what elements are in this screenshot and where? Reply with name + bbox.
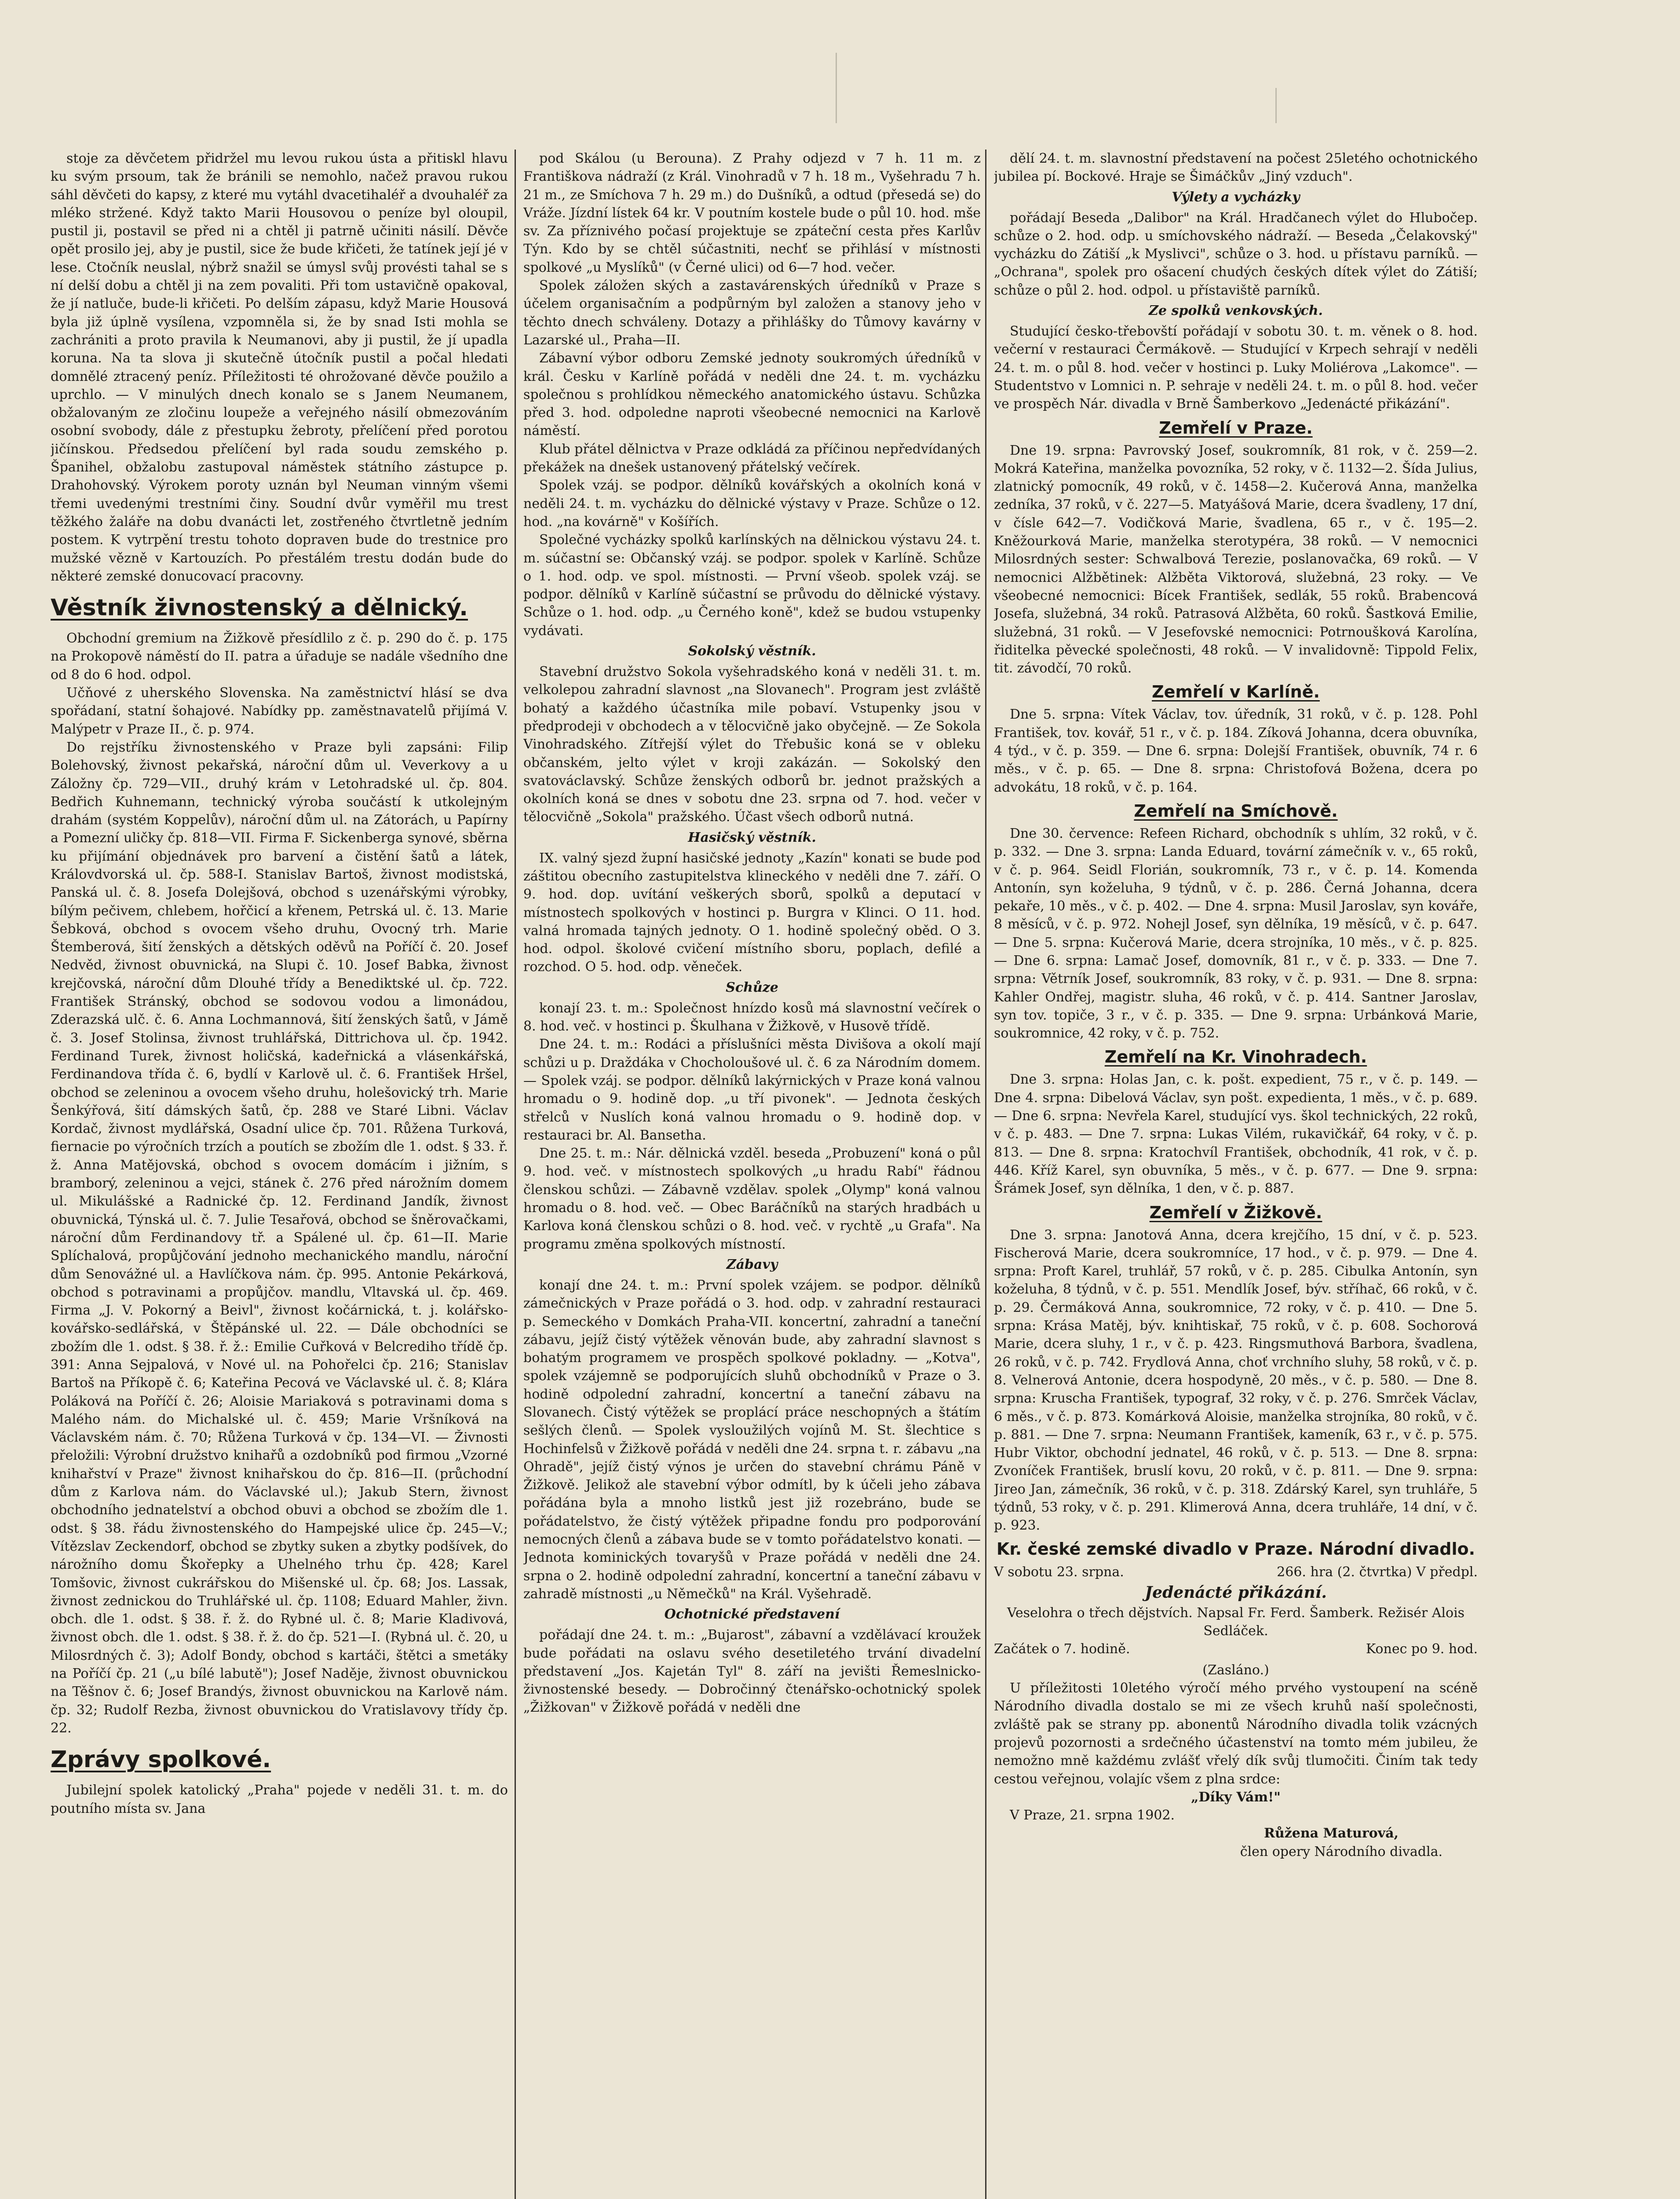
subsection-heading: Hasičský věstník.	[688, 829, 816, 845]
obituary-heading: Zemřelí na Smíchově.	[1134, 801, 1338, 821]
section-heading: Zprávy spolkové.	[51, 1746, 271, 1773]
article-text: konají dne 24. t. m.: První spolek vzájem. se podpor. dělníků zámečnických v Praze pořádá o 3. hod. odp. v zahradní restauraci p. Semeckého v Domkách Praha-VII. koncertní, zahradní a taneční zábavu, jejíž čistý výtěžek věnován bude, aby zahradní slavnost s bohatým programem ve prospěch spolkové pokladny. — „Kotva", spolek vzájemně se podporujících sluhů obchodníků v Praze o 3. hodině odpolední zahradní, koncertní a taneční zábavu na Slovanech. Čistý výtěžek se proplácí práce neschopných a štátím sešlých členů. — Spolek vysloužilých vojínů M. St. šlechtice s Hochinfelsů v Žižkově pořádá v neděli dne 24. srpna t. r. zábavu „na Ohradě", jejíž čistý výnos je určen do stavební chrámu Páně v Žižkově. Jelikož ale stavební výbor odmítl, by k účeli jeho zábava pořádána byla a mnoho listků jest již rozebráno, bude se pořádatelstvo, že čistý výtěžek připadne fondu pro podporování nemocných členů a zábava bude se v tomto pořádatelstvo konati. — Jednota kominických tovaryšů v Praze pořádá v neděli dne 24. srpna o 2. hodině odpolední zahradní, koncertní a taneční zábavu v zahradě místnosti „u Němečků" na Král. Vyšehradě.	[523, 1277, 981, 1602]
theatre-info-row	[994, 1563, 1478, 1581]
obituary-heading: Zemřelí na Kr. Vinohradech.	[1104, 1047, 1367, 1067]
letter-text: U příležitosti 10letého výročí mého prvého vystoupení na scéně Národního divadla dostalo se mi ze všech kruhů naší společnosti, zvláště pak se strany pp. abonentů Národního divadla tolik vzácných projevů pozornosti a srdečného účastenství na tomto mém jubileu, že nemožno mně každému zvlášť vřelý dík svůj tlumočiti. Činím tak tedy cestou veřejnou, volajíc všem z plna srdce:	[994, 1680, 1478, 1787]
scratch-mark	[1275, 88, 1277, 123]
column-left	[51, 150, 508, 2199]
article-text: Zábavní výbor odboru Zemské jednoty soukromých úředníků v král. Česku v Karlíně pořádá v neděli dne 24. t. m. vycházku společnou s prohlídkou německého anatomického ústavu. Schůzka před 3. hod. odpoledne naproti všeobecné nemocnici na Karlově náměstí.	[523, 351, 981, 439]
play-end: Konec po 9. hod.	[1366, 1641, 1478, 1657]
obituary-heading: Zemřelí v Žižkově.	[1149, 1202, 1322, 1222]
article-text: Spolek vzáj. se podpor. dělníků kovářských a okolních koná v neděli 24. t. m. vycházku do dělnické výstavy v Praze. Schůze o 12. hod. „na kovárně" v Košířích.	[523, 478, 981, 530]
article-text: Učňové z uherského Slovenska. Na zaměstnictví hlásí se dva spořádaní, statní šohajové. Nabídky pp. zaměstnavatelů přijímá V. Malýpetr v Praze II., č. p. 974.	[51, 685, 508, 737]
subsection-heading: Ze spolků venkovských.	[1149, 303, 1323, 319]
column-divider	[985, 150, 986, 2199]
article-text: Obchodní gremium na Žižkově přesídlilo z č. p. 290 do č. p. 175 na Prokopově náměstí do II. patra a úřaduje se nadále všedního dne od 8 do 6 hod. odpol.	[51, 631, 508, 683]
letter-place-date: V Praze, 21. srpna 1902.	[1010, 1808, 1175, 1823]
obituary-list: Dne 3. srpna: Holas Jan, c. k. pošt. expedient, 75 r., v č. p. 149. — Dne 4. srpna: Dibelová Václav, syn pošt. expedienta, 1 měs., v č. p. 689. — Dne 6. srpna: Nevřela Karel, studující vys. škol technických, 22 roků, v č. p. 483. — Dne 7. srpna: Lukas Vilém, rukavičkář, 64 roky, v č. p. 813. — Dne 8. srpna: Kratochvíl František, obchodník, 41 rok, v č. p. 446. Kříž Karel, syn obuvníka, 5 měs., v č. p. 677. — Dne 9. srpna: Šrámek Josef, syn dělníka, 1 den, v č. p. 887.	[994, 1072, 1478, 1197]
theatre-date: V sobotu 23. srpna.	[994, 1564, 1124, 1580]
obituary-list: Dne 5. srpna: Vítek Václav, tov. úředník, 31 roků, v č. p. 128. Pohl František, tov. kovář, 51 r., v č. p. 184. Zíková Johanna, dcera obuvníka, 4 týd., v č. p. 359. — Dne 6. srpna: Dolejší František, obuvník, 74 r. 6 měs., v č. p. 65. — Dne 8. srpna: Christofová Božena, dcera po advokátu, 18 roků, v č. p. 164.	[994, 707, 1478, 795]
subsection-heading: Zábavy	[726, 1257, 778, 1272]
article-text: Jubilejní spolek katolický „Praha" pojede v neděli 31. t. m. do poutního místa sv. Jana	[51, 1783, 508, 1816]
scratch-mark	[836, 53, 837, 123]
article-text: dělí 24. t. m. slavnostní představení na počest 25letého ochotnického jubilea pí. Bockové. Hraje se Šimáčkův „Jiný vzduch".	[994, 151, 1478, 185]
article-text: Spolek záložen ských a zastavárenských úředníků v Praze s účelem organisačním a podpůrným byl založen a stanovy jeho v těchto dnech schváleny. Dotazy a přihlášky do Tůmovy kavárny v Lazarské ul., Praha—II.	[523, 278, 981, 348]
article-text: stoje za děvčetem přidržel mu levou rukou ústa a přitiskl hlavu ku svým prsoum, tak že bránili se nemohlo, načež pravou rukou sáhl děvčeti do kapsy, z které mu vytáhl dvacetihaléř a dvouhaléř za mléko stržené. Když takto Marii Housovou o peníze byl oloupil, pustil ji, postavil se před ni a chtěl ji patrně učiniti násilí. Děvče opět prosilo jej, aby je pustil, sice že bude křičeti, že tatínek její jé v lese. Ctočník neuslal, nýbrž snažil se úmysl svůj provésti tahal se s ní delší dobu a chtěl ji na zem povaliti. Při tom ustavičně opakoval, že jí natluče, bude-li křičeti. Po delším zápasu, když Marie Housová byla již úplně vysílena, vzpomněla si, že by snad Isti mohla se zachrániti a proto pravila k Neumanovi, aby ji pustil, že jí upadla koruna. Na ta slova ji skutečně útočník pustil a počal hledati domnělé ztracený peníz. Příležitosti té ohrožované děvče použilo a uprchlo. — V minulých dnech konalo se s Janem Neumanem, obžalovaným ze zločinu loupeže a veřejného násilí obmezováním osobní svobody, dále z přestupku žebroty, přelíčení před porotou jičínskou. Předsedou přelíčení byl rada soudu zemského p. Španihel, obžalobu zastupoval náměstek státního zástupce p. Drahohovský. Výrokem poroty uznán byl Neuman vinným všemi třemi uvedenými trestními činy. Soudní dvůr vyměřil mu trest těžkého žaláře na dobu dvanácti let, zostřeného čtvrtletně jedním postem. K vytrpění trestu tohoto dopraven bude do trestnice pro mužské vězně v Kartouzích. Po přestálém trestu dodán bude do některé zemské donucovací pracovny.	[51, 151, 508, 584]
obituary-heading: Zemřelí v Karlíně.	[1152, 682, 1320, 702]
column-middle	[523, 150, 981, 2199]
play-start: Začátek o 7. hodině.	[994, 1641, 1130, 1657]
theatre-title: Kr. české zemské divadlo v Praze. Národní divadlo.	[996, 1539, 1475, 1559]
thanks-line: „Díky Vám!"	[1191, 1789, 1281, 1805]
signature-role: člen opery Národního divadla.	[1240, 1844, 1443, 1859]
section-heading: Věstník živnostenský a dělnický.	[51, 595, 468, 621]
article-text: Společné vycházky spolků karlínských na dělnickou výstavu 24. t. m. súčastní se: Občanský vzáj. se podpor. spolek v Karlíně. Schůze o 1. hod. odp. ve spol. místnosti. — První všeob. spolek vzáj. se podpor. dělníků v Karlíně súčastní se průvodu do dělnické výstavy. Schůze o 1. hod. odp. „u Černého koně", kdež se budou vstupenky vydávati.	[523, 532, 981, 639]
play-description: Veselohra o třech dějstvích. Napsal Fr. Ferd. Šamberk. Režisér Alois Sedláček.	[1007, 1605, 1465, 1639]
subsection-heading: Ochotnické představení	[664, 1607, 840, 1622]
article-text: Dne 25. t. m.: Nár. dělnická vzděl. beseda „Probuzení" koná o půl 9. hod. več. v místnostech spolkových „u hradu Rabí" řádnou členskou schůzi. — Zábavně vzdělav. spolek „Olymp" koná valnou hromadu o 8. hod. več. — Obec Baráčníků na starých hradbách u Karlova koná členskou schůzi o 8. hod. več. v rychtě „u Grafa". Na programu změna spolkových místností.	[523, 1146, 981, 1252]
column-divider	[515, 150, 516, 2199]
obituary-list: Dne 30. července: Refeen Richard, obchodník s uhlím, 32 roků, v č. p. 332. — Dne 3. srpna: Landa Eduard, tovární zámečník v. v., 65 roků, v č. p. 964. Seidl Florián, soukromník, 73 r., v č. p. 14. Komenda Antonín, syn koželuha, 9 týdnů, v č. p. 286. Černá Johanna, dcera pekaře, 10 měs., v č. p. 402. — Dne 4. srpna: Musil Jaroslav, syn kováře, 8 měsíců, v č. p. 972. Nohejl Josef, syn dělníka, 19 měsíců, v č. p. 647. — Dne 5. srpna: Kučerová Marie, dcera strojníka, 10 měs., v č. p. 825. — Dne 6. srpna: Lamač Josef, domovník, 81 r., v č. p. 333. — Dne 7. srpna: Větrník Josef, soukromník, 83 roky, v č. p. 931. — Dne 8. srpna: Kahler Ondřej, magistr. sluha, 46 roků, v č. p. 414. Santner Jaroslav, syn tov. topiče, 3 r., v č. p. 335. — Dne 9. srpna: Urbánková Marie, soukromnice, 42 roky, v č. p. 752.	[994, 826, 1478, 1041]
article-text: Do rejstříku živnostenského v Praze byli zapsáni: Filip Bolehovský, živnost pekařská, nároční dům ul. Veverkovy a u Záložny čp. 729—VII., druhý krám v Letohradské ul. čp. 804. Bedřich Kuhnemann, technický výroba součástí k utkolejným drahám (systém Koppelův), nároční dům ul. na Zátorách, u Papírny a Pomezní uličky čp. 818—VII. Firma F. Sickenberga synové, sběrna ku přijímání objednávek pro barvení a čistění šatů a látek, Královdvorská ul. čp. 588-I. Stanislav Bartoš, živnost modistská, Panská ul. č. 8. Josefa Dolejšová, obchod s uzenářskými výrobky, bílým pečivem, chlebem, hořčicí a křenem, Petrská ul. č. 13. Marie Šebková, obchod s ovocem všeho druhu, Ovocný trh. Marie Štemberová, šití ženských a dětských oděvů na Poříčí č. 20. Josef Nedvěd, živnost obuvnická, na Slupi č. 10. Josef Babka, živnost krejčovská, nároční dům Dlouhé třídy a Benediktské ul. čp. 722. František Stránský, obchod se sodovou vodou a limonádou, Zderazská ulč. č. 6. Anna Lochmannová, šití ženských šatů, v Jámě č. 3. Josef Stolinsa, živnost truhlářská, Dittrichova ul. čp. 1942. Ferdinand Turek, živnost holičská, kadeřnická a vlásenkářská, Ferdinandova třída č. 6, bydlí v Karlově ul. č. 6. František Hršel, obchod se zeleninou a ovocem všeho druhu, holešovický trh. Marie Šenkýřová, šití dámských šatů, čp. 288 ve Staré Libni. Václav Kordač, živnost mydlářská, Osadní ulice čp. 701. Růžena Turková, fiernacie po výročních trzích a poutích se zbožím dle 1. odst. § 33. ř. ž. Anna Matějovská, obchod s ovocem domácím i jižním, s bramborý, zeleninou a vejci, stánek č. 276 před nárožním domem ul. Mikulášské a Radnické čp. 12. Ferdinand Jandík, živnost obuvnická, Týnská ul. č. 7. Julie Tesařová, obchod se šněrovačkami, nároční dům Ferdinandovy tř. a Spálené ul. čp. 61—II. Marie Splíchalová, propůjčování jednoho mechanického mandlu, nároční dům Senovážné ul. a Havlíčkova nám. čp. 995. Antonie Pekárková, obchod s potravinami a propůjčov. mandlu, Vltavská ul. čp. 469. Firma „J. V. Pokorný a Beivl", živnost kočárnická, t. j. kolářsko-kovářsko-sedlářská, v Štěpánské ul. 22. — Dále obchodníci se zbožím dle 1. odst. § 38. ř. ž.: Emilie Cuřková v Belcrediho třídě čp. 391: Anna Sejpalová, v Nové ul. na Pohořelci čp. 216; Stanislav Bartoš na Příkopě č. 6; Kateřina Pecová ve Václavské ul. č. 8; Klára Poláková na Poříčí č. 26; Aloisie Mariaková s potravinami doma s Malého nám. do Michalské ul. č. 459; Marie Vršníková na Václavském nám. č. 70; Růžena Turková v čp. 134—VI. — Živnosti přeložili: Výrobní družstvo knihařů a ozdobníků pod firmou „Vzorné knihařství v Praze" živnost knihařskou do čp. 816—II. (průchodní dům z Karlova nám. do Václavské ul.); Jakub Stern, živnost obchodního jednatelství a obchod obuvi a obchod se zbožím dle 1. odst. § 38. řádu živnostenského do Hampejské ulice čp. 245—V.; Vítězslav Zeckendorf, obchod se zbytky suken a zbytky podšívek, do nárožního domu Škořepky a Uhelného trhu čp. 428; Karel Tomšovic, živnost cukrářskou do Mišenské ul. čp. 68; Jos. Lassak, živnost zednickou do Truhlářské ul. čp. 1108; Eduard Mahler, živn. obch. dle 1. odst. § 38. ř. ž. do Rybné ul. č. 8; Marie Kladivová, živnost obch. dle 1. odst. § 38. ř. ž. do čp. 521—I. (Rybná ul. č. 20, u Milosrdných č. 3); Adolf Bondy, obchod s kartáči, štětci a smetáky na Poříčí čp. 21 („u bílé labutě"); Josef Naděje, živnost obuvnickou na Těšnov č. 6; Josef Brandýs, živnost obuvnickou na Karlově nám. čp. 32; Rudolf Rezba, živnost obuvnickou do Vratislavovy třídy čp. 22.	[51, 739, 508, 1736]
theatre-time-row	[994, 1640, 1478, 1658]
article-text: Studující česko-třebovští pořádají v sobotu 30. t. m. věnek o 8. hod. večerní v restauraci Čermákově. — Studující v Krpech sehrají v neděli 24. t. m. o půl 8. hod. večer v hostinci p. Luky Moliérova „Lakomce". — Studentstvo v Lomnici n. P. sehraje v neděli 24. t. m. o půl 8. hod. večer ve prospěch Nár. divadla v Brně Šamberkovo „Jedenácté přikázání".	[994, 324, 1478, 412]
article-text: Dne 24. t. m.: Rodáci a příslušníci města Divišova a okolí mají schůzi u p. Draždáka v Chocholoušové ul. č. 6 za Národním domem. — Spolek vzáj. se podpor. dělníků lakýrnických v Praze koná valnou hromadu o 9. hodině dop. „u tří pivonek". — Jednota českých střelců v Nuslích koná valnou hromadu o 9. hodině dop. v restauraci br. Al. Bansetha.	[523, 1037, 981, 1143]
play-title: Jedenácté přikázání.	[1145, 1583, 1327, 1602]
obituary-list: Dne 3. srpna: Janotová Anna, dcera krejčího, 15 dní, v č. p. 523. Fischerová Marie, dcera soukromníce, 17 hod., v č. p. 979. — Dne 4. srpna: Proft Karel, truhlář, 57 roků, v č. p. 285. Cibulka Antonín, syn koželuha, 8 týdnů, v č. p. 551. Mendlík Josef, býv. stříhač, 66 roků, v č. p. 29. Čermáková Anna, soukromnice, 72 roky, v č. p. 410. — Dne 5. srpna: Krása Matěj, býv. knihtiskař, 75 roků, v č. p. 608. Sochorová Marie, dcera sluhy, 1 r., v č. p. 423. Ringsmuthová Barbora, švadlena, 26 roků, v č. p. 742. Frydlová Anna, choť vrchního sluhy, 58 roků, v č. p. 8. Velnerová Antonie, dcera hospodyně, 20 měs., v č. p. 580. — Dne 8. srpna: Kruscha František, typograf, 32 roky, v č. p. 276. Smrček Václav, 6 měs., v č. p. 873. Komárková Aloisie, manželka strojníka, 80 roků, v č. p. 881. — Dne 7. srpna: Neumann František, kameník, 63 r., v č. p. 575. Hubr Viktor, obchodní jednatel, 46 roků, v č. p. 513. — Dne 8. srpna: Zvoníček František, bruslí kovu, 20 roků, v č. p. 811. — Dne 9. srpna: Jireo Jan, zámečník, 36 roků, v č. p. 318. Zdárský Karel, syn truhláře, 5 týdnů, 53 roky, v č. p. 291. Klimerová Anna, dcera truhláře, 14 dní, v č. p. 923.	[994, 1227, 1478, 1534]
obituary-list: Dne 19. srpna: Pavrovský Josef, soukromník, 81 rok, v č. 259—2. Mokrá Kateřina, manželka povozníka, 52 roky, v č. 1132—2. Šída Julius, zlatnický pomocník, 49 roků, v č. 1458—2. Kučerová Anna, manželka zedníka, 37 roků, v č. 227—5. Matyášová Marie, dcera švadleny, 17 dní, v čísle 642—7. Vodičková Marie, švadlena, 65 r., v č. 195—2. Kněžourková Marie, manželka sterotypéra, 38 roků. — V nemocnici Milosrdných sester: Schwalbová Terezie, poslanovačka, 69 roků. — V nemocnici Alžbětinek: Alžběta Viktorová, služebná, 23 roky. — Ve všeobecné nemocnici: Bícek František, sedlák, 55 roků. Brabencová Josefa, služebná, 34 roků. Patrasová Alžběta, 60 roků. Šastková Emilie, služebná, 31 roků. — V Jesefovské nemocnici: Potrnoušková Karolína, řiditelka pěvecké společnosti, 48 roků. — V invalidovně: Tippold Felix, tit. závodčí, 70 roků.	[994, 442, 1478, 676]
subsection-heading: Schůze	[726, 979, 778, 995]
article-text: IX. valný sjezd župní hasičské jednoty „Kazín" konati se bude pod záštitou obecního zastupitelstva klineckého v neděli dne 7. září. O 9. hod. dop. uvítání veškerých sborů, spolků a deputací v místnostech spolkových v hostinci p. Burgra v Klinci. O 11. hod. valná hromada tajných jednoty. O 1. hodině společný oběd. O 3. hod. odpol. školové cvičení místního sboru, poplach, defilé a rozchod. O 5. hod. odp. věneček.	[523, 850, 981, 975]
column-right	[994, 150, 1478, 2199]
article-text: konají 23. t. m.: Společnost hnízdo kosů má slavnostní večírek o 8. hod. več. v hostinci p. Škulhana v Žižkově, v Husově třídě.	[523, 1000, 981, 1034]
sent-label: (Zasláno.)	[1202, 1662, 1269, 1678]
article-text: Klub přátel dělnictva v Praze odkládá za příčinou nepředvídaných překážek na dnešek ustanovený přátelský večírek.	[523, 441, 981, 475]
theatre-show: 266. hra (2. čtvrtka) V předpl.	[1277, 1564, 1478, 1580]
signature: Růžena Maturová,	[1264, 1826, 1399, 1841]
article-text: pořádají dne 24. t. m.: „Bujarost", zábavní a vzdělávací kroužek bude pořádati na oslavu svého desetiletého trvání divadelní představení „Jos. Kajetán Tyl" 8. září na jevišti Řemeslnicko-živnostenské besedy. — Dobročinný čtenářsko-ochotnický spolek „Žižkovan" v Žižkově pořádá v neděli dne	[523, 1627, 981, 1716]
obituary-heading: Zemřelí v Praze.	[1159, 418, 1313, 438]
article-text: pořádají Beseda „Dalibor" na Král. Hradčanech výlet do Hlubočep. schůze o 2. hod. odp. u smíchovského nádraží. — Beseda „Čelakovský" vycházku do Zátiší „k Myslivci", schůze o 3. hod. u přístavu parníků. — „Ochrana", spolek pro ošacení chudých českých dítek výlet do Zátiší; schůze o půl 2. hod. odpol. u přístaviště parníků.	[994, 210, 1478, 298]
subsection-heading: Výlety a vycházky	[1172, 189, 1300, 205]
article-text: pod Skálou (u Berouna). Z Prahy odjezd v 7 h. 11 m. z Františkova nádraží (z Král. Vinohradů v 7 h. 18 m., Vyšehradu 7 h. 21 m., ze Smíchova 7 h. 29 m.) do Dušníků, a odtud (přesedá se) do Vráže. Jízdní lístek 64 kr. V poutním kostele bude o půl 10. hod. mše sv. Za příznivého počasí projektuje se zpáteční cesta přes Karlův Týn. Kdo by se chtěl súčastniti, nechť se přihlásí v místnosti spolkové „u Myslíků" (v Černé ulici) od 6—7 hod. večer.	[523, 151, 981, 275]
article-text: Stavební družstvo Sokola vyšehradského koná v neděli 31. t. m. velkolepou zahradní slavnost „na Slovanech". Program jest zvláště bohatý a každého účastníka mile pobaví. Vstupenky jsou v předprodeji v obchodech a v tělocvičně jako obyčejně. — Ze Sokola Vinohradského. Zítřejší výlet do Třebušic koná se v obleku občanském, jelto výlet v kroji zakázán. — Sokolský den svatováclavský. Schůze ženských odborů br. jednot pražských a okolních koná se dnes v sobotu dne 23. srpna od 7. hod. večer v tělocvičně „Sokola" pražského. Účast všech odborů nutná.	[523, 664, 981, 825]
subsection-heading: Sokolský věstník.	[688, 643, 816, 659]
